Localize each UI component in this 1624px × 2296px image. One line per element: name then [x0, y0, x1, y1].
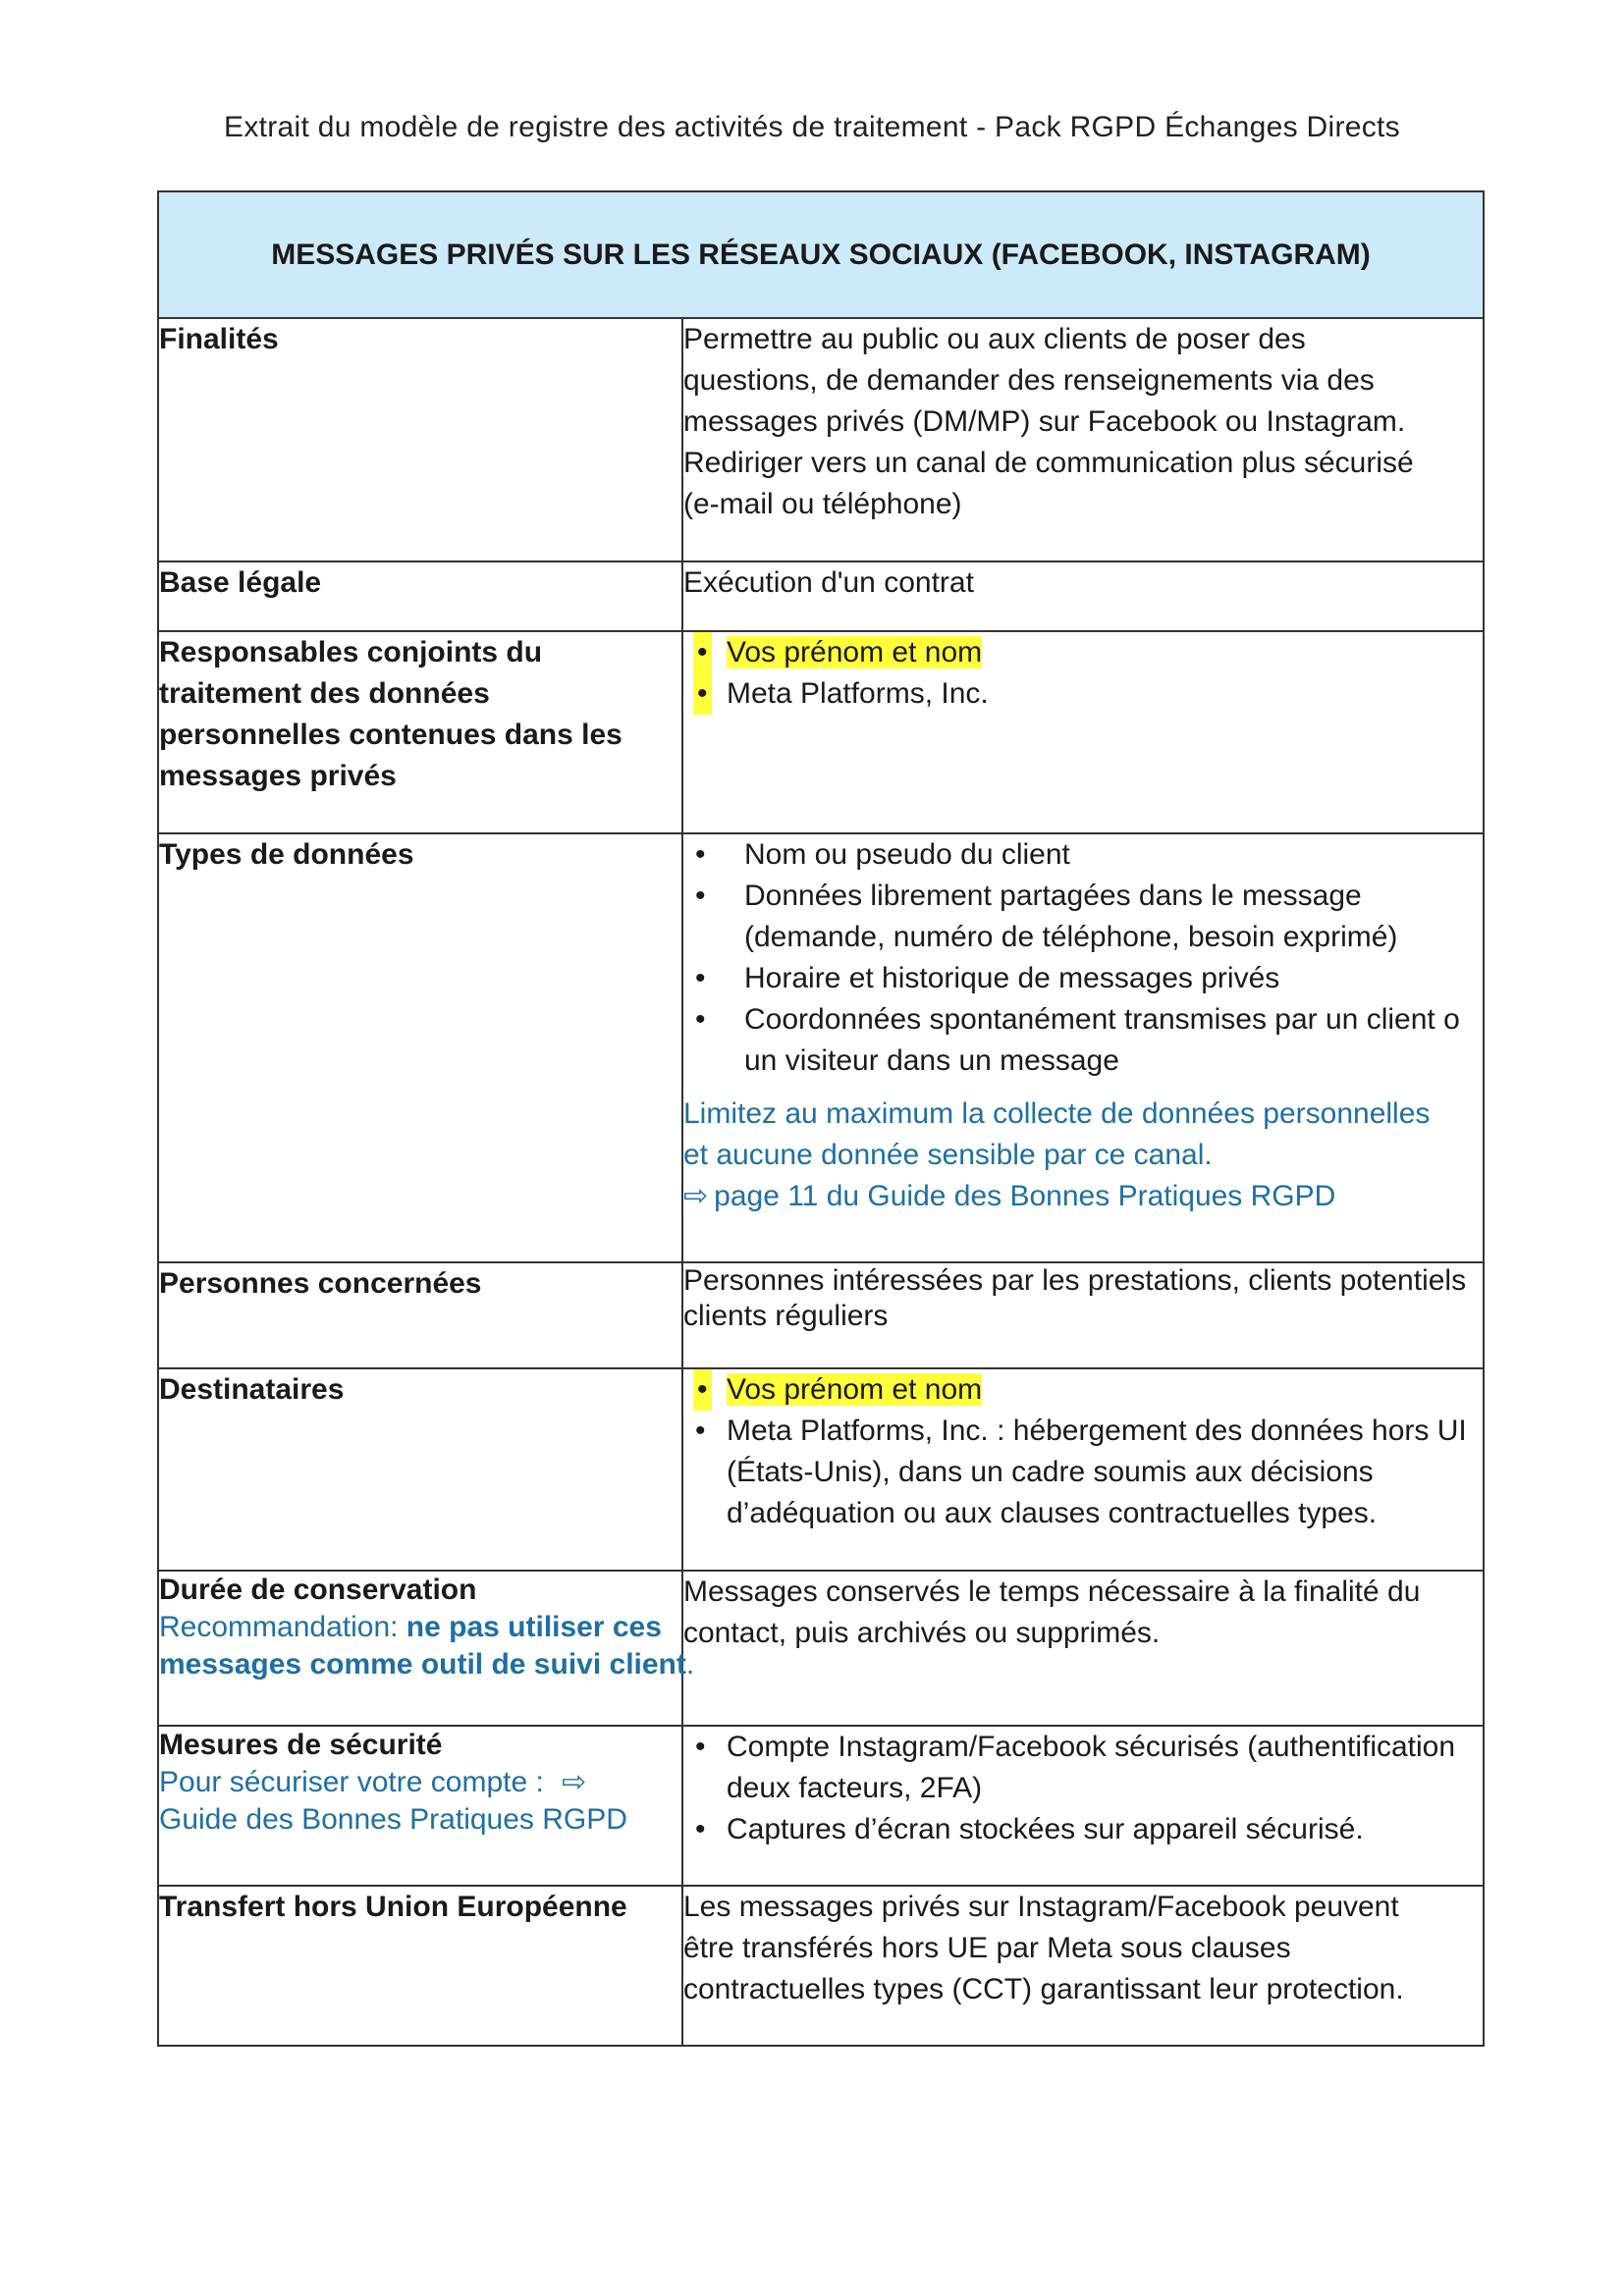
registry-table: [157, 190, 1485, 2047]
note-line: et aucune donnée sensible par ce canal.: [683, 1139, 1213, 1171]
value-duree: [682, 1571, 1484, 1726]
value-line: Messages conservés le temps nécessaire à la finalité du: [683, 1575, 1421, 1608]
finalites-line: questions, de demander des renseignements via des: [683, 364, 1375, 397]
highlighted-placeholder: Vos prénom et nom: [727, 1373, 983, 1406]
responsables-list: [683, 632, 1483, 715]
securite-note: [159, 1764, 681, 1801]
row-destinataires: [158, 1368, 1484, 1571]
list-item: [683, 834, 1483, 876]
row-types-donnees: [158, 833, 1484, 1262]
list-item-text: • Horaire et historique de messages privés: [744, 962, 1280, 994]
row-base-legale: [158, 561, 1484, 631]
list-item: [683, 632, 1483, 673]
reco-suffix: .: [685, 1648, 695, 1681]
row-responsables: [158, 631, 1484, 833]
row-transfert: [158, 1886, 1484, 2046]
list-item-text: un visiteur dans un message: [744, 1044, 1119, 1077]
note-line: Pour sécuriser votre compte :: [159, 1766, 544, 1798]
arrow-right-icon: ⇨: [683, 1180, 709, 1212]
page-header: Extrait du modèle de registre des activités de traitement - Pack RGPD Échanges Directs: [224, 111, 1400, 143]
value-line: contact, puis archivés ou supprimés.: [683, 1617, 1161, 1649]
note-line: page 11 du Guide des Bonnes Pratiques RGPD: [714, 1180, 1336, 1212]
finalites-line: Permettre au public ou aux clients de poser des: [683, 323, 1306, 355]
list-item: [683, 958, 1483, 999]
value-line: contractuelles types (CCT) garantissant leur protection.: [683, 1973, 1404, 2005]
label-base-legale: Base légale: [158, 561, 682, 631]
value-line: être transférés hors UE par Meta sous clauses: [683, 1932, 1291, 1964]
list-item: [683, 1727, 1483, 1809]
list-item-text: • Compte Instagram/Facebook sécurisés (authentification: [727, 1731, 1456, 1763]
value-destinataires: [682, 1368, 1484, 1571]
list-item-text: deux facteurs, 2FA): [727, 1772, 983, 1804]
label-securite: [158, 1726, 682, 1886]
arrow-right-icon: ⇨: [562, 1766, 587, 1798]
list-item-text: • Nom ou pseudo du client: [744, 838, 1070, 871]
finalites-line: Rediriger vers un canal de communication plus sécurisé: [683, 447, 1414, 479]
list-item: [683, 876, 1483, 958]
table-title: MESSAGES PRIVÉS SUR LES RÉSEAUX SOCIAUX (FACEBOOK, INSTAGRAM): [158, 191, 1484, 318]
highlighted-placeholder: Vos prénom et nom: [727, 636, 983, 668]
types-list: [683, 834, 1483, 1082]
list-item: [683, 673, 1483, 715]
value-personnes: [682, 1262, 1484, 1368]
value-securite: [682, 1726, 1484, 1886]
label-line: messages privés: [159, 760, 397, 792]
label-finalites: Finalités: [158, 318, 682, 561]
list-item: [683, 1369, 1483, 1411]
label-transfert: Transfert hors Union Européenne: [158, 1886, 682, 2046]
list-item-text: d’adéquation ou aux clauses contractuelles types.: [727, 1497, 1378, 1529]
value-base-legale: Exécution d'un contrat: [682, 561, 1484, 631]
row-finalites: [158, 318, 1484, 561]
label-title: Mesures de sécurité: [159, 1729, 443, 1761]
destinataires-list: [683, 1369, 1483, 1534]
title-row: [158, 191, 1484, 318]
value-types-donnees: [682, 833, 1484, 1262]
value-transfert: [682, 1886, 1484, 2046]
label-destinataires: Destinataires: [158, 1368, 682, 1571]
row-duree: [158, 1571, 1484, 1726]
value-finalites: [682, 318, 1484, 561]
list-item: [683, 999, 1483, 1082]
securite-list: [683, 1727, 1483, 1850]
list-item-text: • Captures d’écran stockées sur appareil sécurisé.: [727, 1813, 1364, 1845]
label-personnes: Personnes concernées: [158, 1262, 682, 1368]
value-line: Les messages privés sur Instagram/Facebook peuvent: [683, 1891, 1399, 1923]
reco-bold: ne pas utiliser ces: [406, 1611, 662, 1643]
list-item-text: Meta Platforms, Inc.: [727, 677, 989, 710]
label-line: Responsables conjoints du: [159, 636, 543, 668]
label-duree: [158, 1571, 695, 1726]
reco-prefix: Recommandation:: [159, 1611, 406, 1643]
list-item: [683, 1809, 1483, 1850]
duree-recommendation: [159, 1646, 695, 1683]
row-securite: [158, 1726, 1484, 1886]
finalites-line: (e-mail ou téléphone): [683, 488, 962, 520]
list-item-text: (États-Unis), dans un cadre soumis aux décisions: [727, 1456, 1374, 1488]
reco-bold: messages comme outil de suivi client: [159, 1648, 686, 1681]
types-note: [683, 1094, 1483, 1217]
list-item: [683, 1411, 1483, 1534]
row-personnes: [158, 1262, 1484, 1368]
label-types-donnees: Types de données: [158, 833, 682, 1262]
label-responsables: [158, 631, 682, 833]
label-line: traitement des données: [159, 677, 490, 710]
list-item-text: • Meta Platforms, Inc. : hébergement des données hors UI: [727, 1415, 1467, 1447]
list-item-text: • Coordonnées spontanément transmises par un client o: [744, 1003, 1460, 1036]
duree-recommendation: [159, 1609, 681, 1646]
label-title: Durée de conservation: [159, 1574, 477, 1606]
value-responsables: [682, 631, 1484, 833]
list-item-text: • Données librement partagées dans le message: [744, 880, 1362, 912]
guide-reference-link[interactable]: Guide des Bonnes Pratiques RGPD: [159, 1803, 627, 1836]
value-line: clients réguliers: [683, 1300, 889, 1332]
guide-reference-link[interactable]: [683, 1176, 1483, 1217]
note-line: Limitez au maximum la collecte de données personnelles: [683, 1097, 1431, 1130]
list-item-text: (demande, numéro de téléphone, besoin exprimé): [744, 921, 1398, 953]
value-line: Personnes intéressées par les prestations, clients potentiels: [683, 1264, 1467, 1297]
finalites-line: messages privés (DM/MP) sur Facebook ou Instagram.: [683, 405, 1406, 438]
label-line: personnelles contenues dans les: [159, 719, 623, 751]
